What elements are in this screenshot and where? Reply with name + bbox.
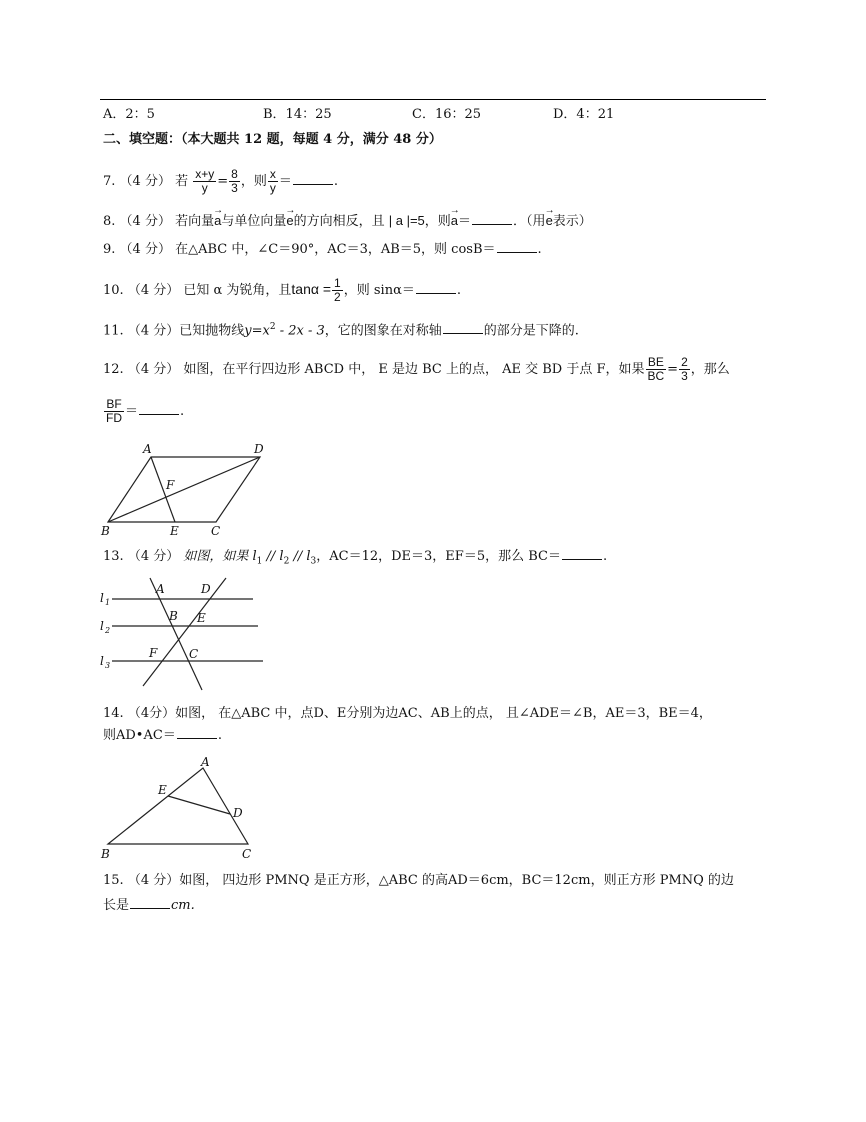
top-rule	[100, 99, 766, 100]
fig13-label-l1-sub: 1	[105, 598, 111, 607]
fig14-label-e: E	[158, 783, 167, 797]
section-title: 二、填空题：（本大题共 12 题，每题 4 分，满分 48 分）	[103, 132, 442, 147]
choice-a: A．2：5	[103, 107, 155, 122]
q15-text-1: 如图， 四边形 PMNQ 是正方形，△ABC 的高AD＝6cm，BC＝12cm，则正方形 PMNQ 的边	[179, 873, 734, 888]
figure-14-triangle	[98, 754, 258, 864]
q7-fraction-3: $\frac{x}{y}$	[269, 167, 276, 195]
q7-fraction-1: $\frac{x+y}{y}$	[195, 167, 215, 195]
q7-score: （4 分）	[119, 174, 171, 189]
fig13-label-b: B	[169, 609, 178, 623]
q12-fraction-1: $\frac{BE}{BC}$	[647, 355, 665, 383]
q11-expr: y=x	[244, 323, 270, 339]
q15-text-3: cm.	[171, 898, 195, 913]
q7-number: 7.	[103, 174, 116, 189]
q14-text-1: 如图， 在△ABC 中，点D、E分别为边AC、AB上的点， 且∠ADE＝∠B，AE＝3，BE＝4，	[175, 706, 712, 721]
fig13-label-c: C	[189, 647, 199, 661]
q11-text-1: 已知抛物线	[179, 323, 245, 339]
q10-tan: tanα =	[291, 281, 332, 297]
q8-text-3: 的方向相反，且	[293, 214, 385, 229]
fig12-label-d: D	[254, 442, 264, 456]
q15-text-2: 长是	[103, 898, 130, 913]
q10-number: 10.	[103, 283, 124, 298]
vector-e-2: → e	[546, 212, 553, 230]
q7-equals-2: ＝	[278, 174, 292, 189]
q13-number: 13.	[103, 549, 124, 564]
fig13-label-d: D	[201, 582, 211, 596]
q8-equals: ＝	[458, 214, 472, 229]
question-9	[103, 240, 542, 259]
q13-sub-2: 2	[283, 556, 290, 567]
q13-answer-blank[interactable]	[562, 547, 602, 560]
question-8	[103, 212, 592, 231]
fig12-label-f: F	[166, 478, 175, 492]
q8-text-4: ，则	[424, 214, 451, 229]
fig13-label-a: A	[156, 582, 165, 596]
fig12-label-e: E	[170, 524, 179, 538]
q15-score: （4 分）	[127, 873, 180, 888]
question-10	[103, 277, 461, 304]
fig14-label-d: D	[233, 806, 243, 820]
q7-fraction-2: $\frac{8}{3}$	[231, 167, 238, 195]
q11-sup: 2	[269, 322, 276, 332]
q10-text-2: ，则 sinα＝	[343, 283, 415, 298]
question-13	[103, 547, 607, 571]
fig13-label-l2: l	[100, 619, 104, 633]
q12-score: （4 分）	[127, 362, 180, 377]
q14-text-2: 则AD•AC＝	[103, 728, 176, 743]
q13-sub-1: 1	[256, 556, 263, 567]
q10-text-1: 已知 α 为锐角，且	[183, 283, 292, 298]
q10-fraction: $\frac{1}{2}$	[334, 276, 341, 304]
fig13-label-e: E	[197, 611, 206, 625]
fig12-label-b: B	[101, 524, 110, 538]
q8-answer-blank[interactable]	[472, 212, 512, 225]
fig12-label-c: C	[211, 524, 221, 538]
q8-text-6: ．（用	[513, 214, 546, 229]
q15-answer-blank[interactable]	[130, 896, 170, 909]
q12-equals-2: ＝	[125, 404, 139, 419]
q8-number: 8.	[103, 214, 116, 229]
choice-d: D．4：21	[553, 107, 615, 122]
q7-text-mid: ，则	[240, 174, 267, 189]
q10-answer-blank[interactable]	[416, 281, 456, 294]
q12-fraction-3: $\frac{BF}{FD}$	[106, 397, 122, 425]
q11-score: （4 分）	[127, 323, 180, 339]
question-7	[103, 168, 338, 195]
question-15-cont	[103, 896, 195, 915]
question-14-cont	[103, 726, 222, 745]
q14-period: .	[217, 728, 222, 743]
fig13-label-l3-sub: 3	[105, 661, 111, 670]
fig13-label-f: F	[149, 646, 158, 660]
question-12	[103, 356, 730, 383]
q13-text-2: // l	[262, 549, 284, 564]
q13-text-1: 如图，如果 l	[183, 549, 257, 564]
q13-text-4: ，AC＝12，DE＝3，EF＝5，那么 BC＝	[316, 549, 561, 564]
question-11	[103, 318, 579, 340]
question-14	[103, 705, 712, 723]
q11-text-2: ，它的图象在对称轴	[324, 323, 442, 339]
vector-a: → a	[214, 212, 221, 230]
question-12-cont	[103, 398, 184, 425]
q11-number: 11.	[103, 323, 124, 339]
question-15	[103, 872, 734, 890]
fig12-label-a: A	[143, 442, 152, 456]
q8-text-2: 与单位向量	[221, 214, 287, 229]
q12-text-1: 如图，在平行四边形 ABCD 中， E 是边 BC 上的点， AE 交 BD 于点 F，如果	[183, 362, 645, 377]
q13-period: .	[602, 549, 608, 564]
q8-score: （4 分）	[119, 214, 171, 229]
q7-period: .	[333, 174, 339, 189]
vector-a-2: → a	[451, 212, 458, 230]
fig13-label-l2-sub: 2	[105, 626, 111, 635]
choice-b: B．14：25	[263, 107, 332, 122]
q7-equals: =	[217, 174, 229, 189]
figure-13-parallel-lines	[98, 574, 268, 694]
q12-equals: =	[667, 362, 679, 377]
q15-number: 15.	[103, 873, 124, 888]
choice-c: C．16：25	[412, 107, 482, 122]
q9-number: 9.	[103, 242, 116, 257]
fig14-label-a: A	[201, 755, 210, 769]
q14-answer-blank[interactable]	[177, 726, 217, 739]
q12-fraction-2: $\frac{2}{3}$	[681, 355, 688, 383]
q9-text: 在△ABC 中，∠C＝90°，AC＝3，AB＝5，则 cosB＝	[175, 242, 496, 257]
q12-text-2: ，那么	[690, 362, 730, 377]
q8-text-1: 若向量	[175, 214, 215, 229]
q7-text: 若	[175, 174, 189, 189]
q13-score: （4 分）	[127, 549, 180, 564]
q8-text-7: 表示）	[552, 214, 592, 229]
q11-text-3: 的部分是下降的.	[483, 323, 579, 339]
fig14-label-c: C	[242, 847, 252, 861]
fig13-label-l3: l	[100, 654, 104, 668]
q9-answer-blank[interactable]	[497, 240, 537, 253]
q12-answer-blank[interactable]	[139, 402, 179, 415]
q10-score: （4 分）	[127, 283, 180, 298]
q9-score: （4 分）	[119, 242, 171, 257]
q9-period: .	[537, 242, 542, 257]
vector-e: → e	[286, 212, 293, 230]
q12-number: 12.	[103, 362, 124, 377]
q11-expr-2: - 2x - 3	[275, 323, 325, 339]
fig13-label-l1: l	[100, 591, 104, 605]
q10-period: .	[456, 283, 461, 298]
q8-abs-value: | a |=5	[388, 213, 425, 228]
figure-12-parallelogram	[98, 440, 273, 540]
q13-sub-3: 3	[310, 556, 317, 567]
fig14-label-b: B	[101, 847, 110, 861]
q7-answer-blank[interactable]	[293, 172, 333, 185]
q11-answer-blank[interactable]	[443, 321, 483, 334]
q13-text-3: // l	[289, 549, 311, 564]
q14-score: （4分）	[127, 706, 176, 721]
q14-number: 14.	[103, 706, 124, 721]
q12-period: .	[180, 404, 185, 419]
